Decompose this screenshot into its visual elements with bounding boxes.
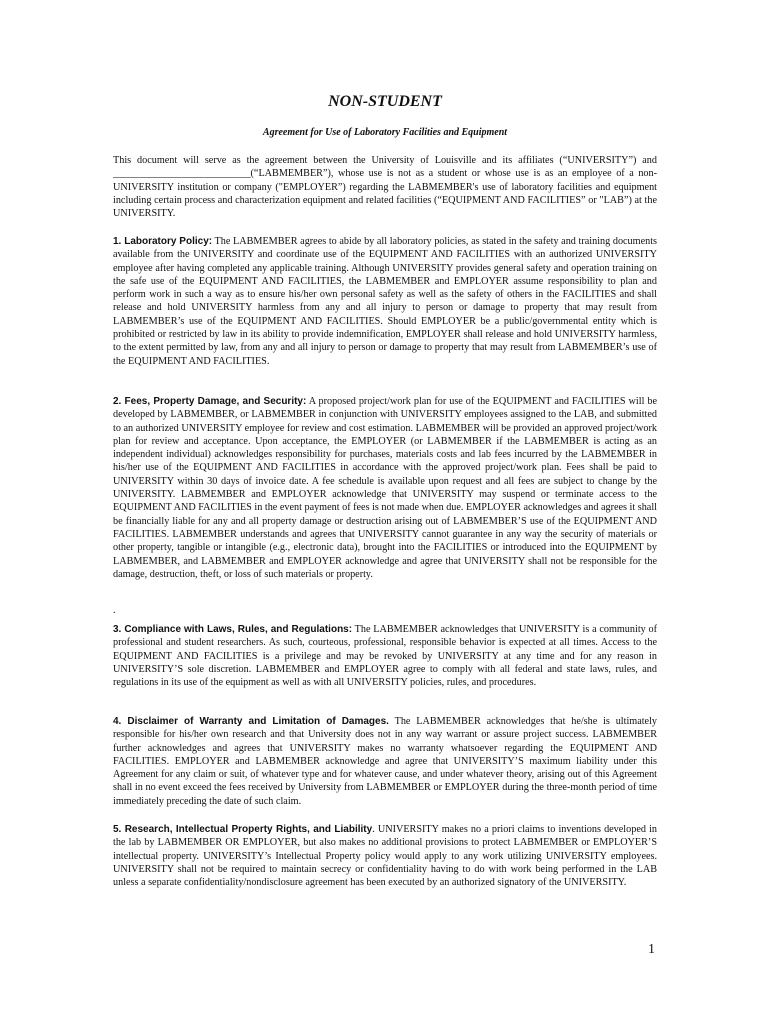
- section-heading: 1. Laboratory Policy:: [113, 236, 213, 247]
- section-text: A proposed project/work plan for use of the EQUIPMENT and FACILITIES will be developed by LABMEMBER, or LABMEMBER in conjunction with UNIVERSITY employees assigned to the LAB, and submitted to an authorized UNIVERSITY employee for review and cost estimation. LABMEMBER will be provided an approved project/work plan for review and acceptance. Upon acceptance, the EMPLOYER (or LABMEMBER if the LABMEMBER is acting as an independent individual) acknowledges responsibility for purchases, materials costs and lab fees incurred by the LABMEMBER in his/her use of the EQUIPMENT AND FACILITIES in accordance with the approved project/work plan. Fees shall be paid to UNIVERSITY within 30 days of invoice date. A fee schedule is available upon request and all fees are subject to change by the UNIVERSITY. LABMEMBER and EMPLOYER acknowledge that UNIVERSITY may suspend or terminate access to the EQUIPMENT AND FACILITIES in the event payment of fees is not made when due. EMPLOYER acknowledges and agrees it shall be financially liable for any and all property damage or destruction arising out of LABMEMBER’S use of the EQUIPMENT AND FACILITIES. LABMEMBER understands and agrees that UNIVERSITY cannot guarantee in any way the security of materials or other property, tangible or intangible (e.g., electronic data), brought into the FACILITIES or introduced into the EQUIPMENT by LABMEMBER, and LABMEMBER and EMPLOYER acknowledge and agree that UNIVERSITY shall not be responsible for the damage, destruction, theft, or loss of such materials or property.: [113, 396, 657, 580]
- section-compliance: [113, 623, 657, 689]
- section-heading: 2. Fees, Property Damage, and Security:: [113, 396, 307, 407]
- page-number: 1: [648, 942, 655, 957]
- section-text: The LABMEMBER agrees to abide by all laboratory policies, as stated in the safety and training documents available from the UNIVERSITY and coordinate use of the EQUIPMENT AND FACILITIES with an authorized UNIVERSITY employee after having completed any applicable training. Although UNIVERSITY provides general safety and operation training on the safe use of the EQUIPMENT AND FACILITIES, the LABMEMBER and EMPLOYER assume responsibility to plan and perform work in such a way as to ensure his/her own personal safety as well as the safety of others in the FACILITIES and shall release and hold UNIVERSITY harmless from any and all injury to person or damage to property that may result from LABMEMBER’s use of the EQUIPMENT AND FACILITIES. Should EMPLOYER be a public/governmental entity which is prohibited or restricted by law in its ability to provide indemnification, EMPLOYER shall release and hold UNIVERSITY harmless, to the extent permitted by law, from any and all injury to person or damage to property that may result from LABMEMBER’s use of the EQUIPMENT AND FACILITIES.: [113, 236, 657, 367]
- section-heading: 3. Compliance with Laws, Rules, and Regulations:: [113, 624, 353, 635]
- section-research-ip: [113, 823, 657, 889]
- section-heading: 5. Research, Intellectual Property Rights, and Liability: [113, 824, 373, 835]
- section-laboratory-policy: [113, 235, 657, 368]
- section-text: The LABMEMBER acknowledges that he/she is ultimately responsible for his/her own research and that University does not in any way warrant or assure project success. LABMEMBER further acknowledges and agrees that UNIVERSITY makes no warranty whatsoever regarding the EQUIPMENT AND FACILITIES. EMPLOYER and LABMEMBER acknowledge and agree that UNIVERSITY’S maximum liability under this Agreement for any claim or suit, of whatever type and for whatever cause, and under whatever theory, arising out of this Agreement shall in no event exceed the fees received by University from LABMEMBER or EMPLOYER during the three-month period of time immediately preceding the date of such claim.: [113, 716, 657, 807]
- stray-period: .: [113, 605, 116, 616]
- section-disclaimer-warranty: [113, 715, 657, 808]
- section-text: The LABMEMBER acknowledges that UNIVERSITY is a community of professional and student researchers. As such, courteous, professional, responsible behavior is expected at all times. Access to the EQUIPMENT AND FACILITIES is a privilege and may be revoked by UNIVERSITY at any time and for any reason in UNIVERSITY’S sole discretion. LABMEMBER and EMPLOYER agree to comply with all federal and state laws, rules, and regulations in its use of the equipment as well as with all UNIVERSITY policies, rules, and procedures.: [113, 624, 657, 689]
- document-title: NON-STUDENT: [328, 93, 442, 110]
- section-fees-property-security: [113, 395, 657, 581]
- intro-paragraph: This document will serve as the agreement between the University of Louisville and its affiliates (“UNIVERSITY”) and ___________________________(“LABMEMBER”), whose use is not as a student or whose use is as an employee of a non-UNIVERSITY institution or company ("EMPLOYER”) regarding the LABMEMBER's use of laboratory facilities and equipment including certain process and characterization equipment and related facilities (“EQUIPMENT AND FACILITIES” or "LAB”) at the UNIVERSITY.: [113, 155, 657, 220]
- section-text: . UNIVERSITY makes no a priori claims to inventions developed in the lab by LABMEMBER OR EMPLOYER, but also makes no additional provisions to protect LABMEMBER or EMPLOYER’S intellectual property. UNIVERSITY’s Intellectual Property policy would apply to any work utilizing UNIVERSITY employees. UNIVERSITY shall not be required to maintain secrecy or confidentiality having to do with work being performed in the LAB unless a separate confidentiality/nondisclosure agreement has been executed by an authorized signatory of the UNIVERSITY.: [113, 824, 657, 889]
- document-subtitle: Agreement for Use of Laboratory Facilities and Equipment: [262, 127, 508, 138]
- section-heading: 4. Disclaimer of Warranty and Limitation of Damages.: [113, 716, 389, 727]
